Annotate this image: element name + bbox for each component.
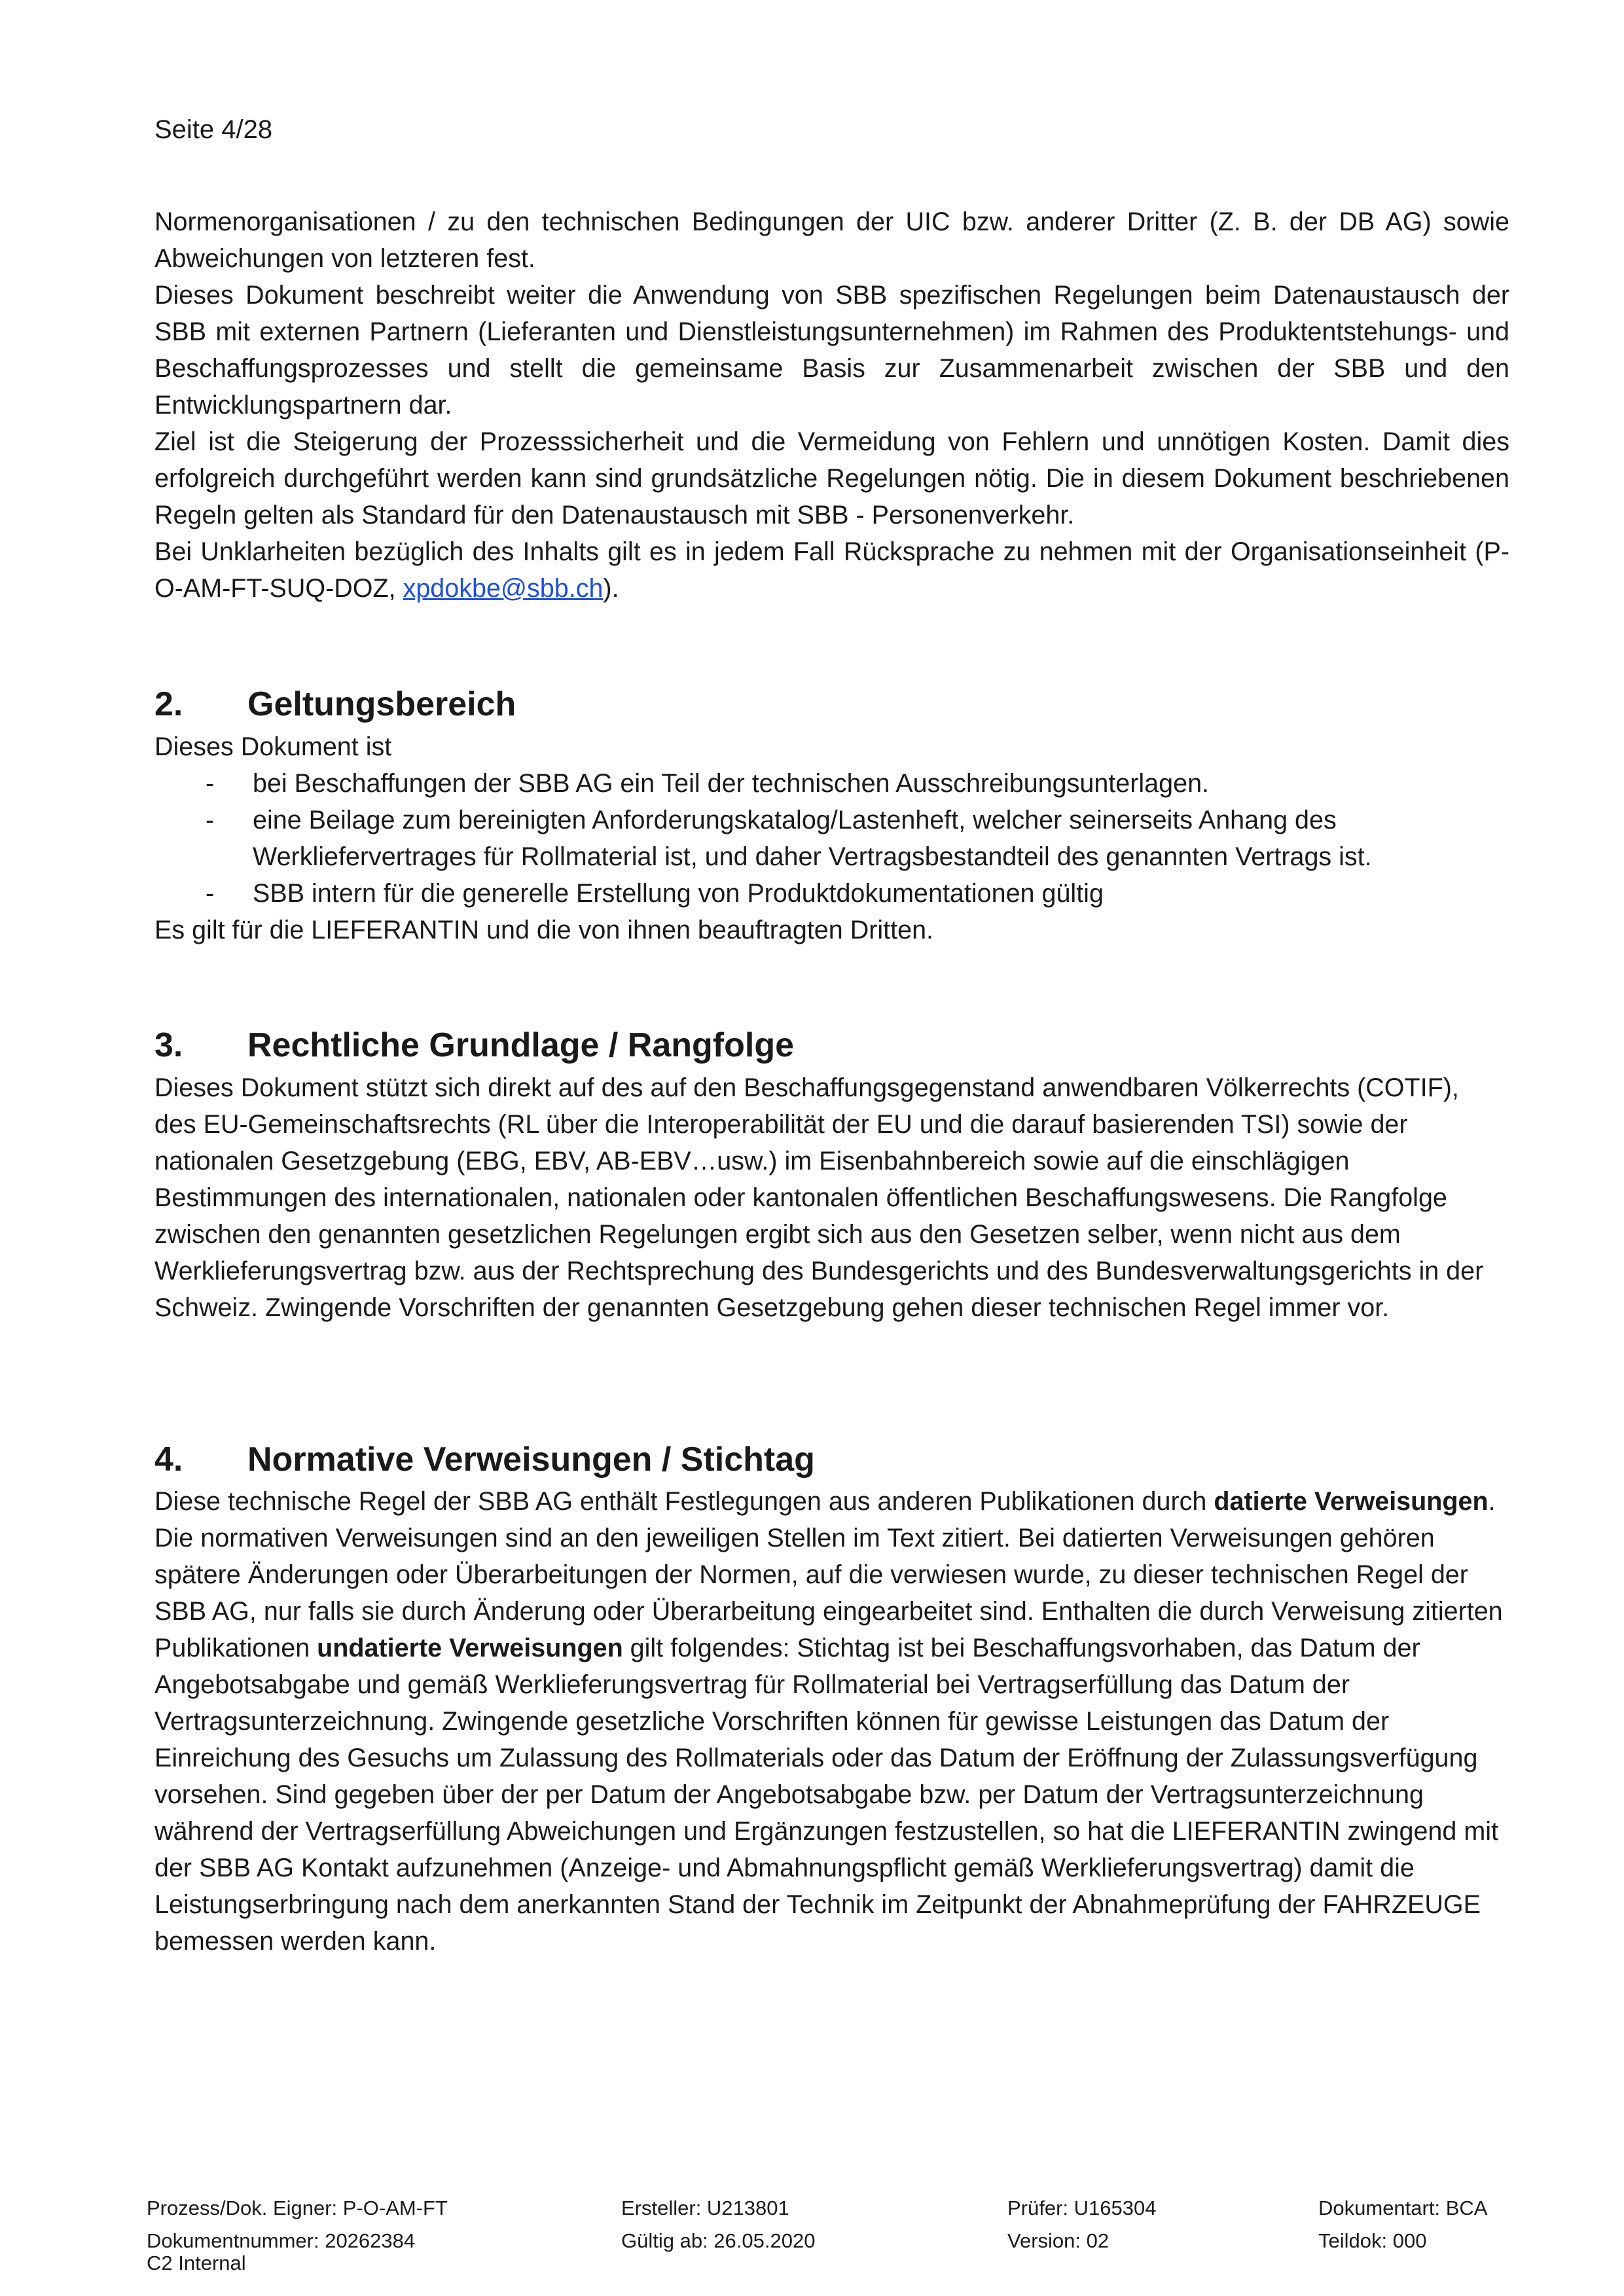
section-4-text: Diese technische Regel der SBB AG enthält Festlegungen aus anderen Publikationen durch datierte Verweisungen. Die normativen Verweisungen sind an den jeweiligen Stellen im Text zitiert. Bei datierten Verweisungen gehören spätere Änderungen oder Überarbeitungen der Normen, auf die verwiesen wurde, zu dieser technischen Regel der SBB AG, nur falls sie durch Änderung oder Überarbeitung eingearbeitet sind. Enthalten die durch Verweisung zitierten Publikationen undatierte Verweisungen gilt folgendes: Stichtag ist bei Beschaffungsvorhaben, das Datum der Angebotsabgabe und gemäß Werklieferungsvertrag für Rollmaterial bei Vertragserfüllung das Datum der Vertragsunterzeichnung. Zwingende gesetzliche Vorschriften können für gewisse Leistungen das Datum der Einreichung des Gesuchs um Zulassung des Rollmaterials oder das Datum der Eröffnung der Zulassungsverfügung vorsehen. Sind gegeben über der per Datum der Angebotsabgabe bzw. per Datum der Vertragsunterzeichnung während der Vertragserfüllung Abweichungen und Ergänzungen festzustellen, so hat die LIEFERANTIN zwingend mit der SBB AG Kontakt aufzunehmen (Anzeige- und Abmahnungspflicht gemäß Werklieferungsvertrag) damit die Leistungserbringung nach dem anerkannten Stand der Technik im Zeitpunkt der Abnahmeprüfung der FAHRZEUGE bemessen werden kann. xyxy=(154,1487,1503,1956)
bullet-dash: - xyxy=(206,806,215,834)
section-2-body xyxy=(154,728,1509,948)
bold-dated-references: datierte Verweisungen xyxy=(1214,1487,1489,1516)
page-number: Seite 4/28 xyxy=(154,115,273,144)
footer-reviewer: Prüfer: U165304 xyxy=(1007,2197,1157,2219)
section-4-heading xyxy=(154,1439,815,1480)
section-3-body xyxy=(154,1069,1496,1326)
list-item: - SBB intern für die generelle Erstellung von Produktdokumentationen gültig xyxy=(154,875,1509,912)
bold-undated-references: undatierte Verweisungen xyxy=(317,1634,623,1662)
section-3-text: Dieses Dokument stützt sich direkt auf des auf den Beschaffungsgegenstand anwendbaren Völkerrechts (COTIF), des EU-Gemeinschaftsrechts (RL über die Interoperabilität der EU und die darauf basierenden TSI) sowie der nationalen Gesetzgebung (EBG, EBV, AB-EBV…usw.) im Eisenbahnbereich sowie auf die einschlägigen Bestimmungen des internationalen, nationalen oder kantonalen öffentlichen Beschaffungswesens. Die Rangfolge zwischen den genannten gesetzlichen Regelungen ergibt sich aus den Gesetzen selber, wenn nicht aus dem Werklieferungsvertrag bzw. aus der Rechtsprechung des Bundesgerichts und des Bundesverwaltungsgerichts in der Schweiz. Zwingende Vorschriften der genannten Gesetzgebung gehen dieser technischen Regel immer vor. xyxy=(154,1073,1484,1322)
footer-docnumber: Dokumentnummer: 20262384 xyxy=(147,2229,416,2252)
section-2-heading xyxy=(154,683,516,725)
section-4-body xyxy=(154,1483,1503,1960)
section-2-closing: Es gilt für die LIEFERANTIN und die von ihnen beauftragten Dritten. xyxy=(154,916,934,944)
list-item: - bei Beschaffungen der SBB AG ein Teil der technischen Ausschreibungsunterlagen. xyxy=(154,765,1509,802)
footer-valid-from: Gültig ab: 26.05.2020 xyxy=(621,2229,816,2252)
contact-email-link[interactable]: xpdokbe@sbb.ch xyxy=(403,574,604,603)
intro-paragraph-3: Ziel ist die Steigerung der Prozesssicherheit und die Vermeidung von Fehlern und unnötigen Kosten. Damit dies erfolgreich durchgeführt werden kann sind grundsätzliche Regelungen nötig. Die in diesem Dokument beschriebenen Regeln gelten als Standard für den Datenaustausch mit SBB - Personenverkehr. xyxy=(154,427,1509,529)
footer-subdoc: Teildok: 000 xyxy=(1318,2229,1427,2252)
section-3-heading xyxy=(154,1024,794,1066)
footer-version: Version: 02 xyxy=(1007,2229,1110,2252)
footer-owner: Prozess/Dok. Eigner: P-O-AM-FT xyxy=(147,2197,448,2219)
footer-creator: Ersteller: U213801 xyxy=(621,2197,789,2219)
section-4-title: Normative Verweisungen / Stichtag xyxy=(247,1441,815,1479)
section-2-bullet-list xyxy=(154,765,1509,912)
list-item: - eine Beilage zum bereinigten Anforderungskatalog/Lastenheft, welcher seinerseits Anhang des Werkliefervertrages für Rollmaterial ist, und daher Vertragsbestandteil des genannten Vertrags ist. xyxy=(154,802,1509,875)
bullet-dash: - xyxy=(206,769,215,798)
intro-section xyxy=(154,204,1509,607)
section-2-number: 2. xyxy=(154,685,183,723)
section-3-number: 3. xyxy=(154,1026,183,1064)
section-3-title: Rechtliche Grundlage / Rangfolge xyxy=(247,1026,794,1064)
section-4-number: 4. xyxy=(154,1441,183,1479)
bullet-dash: - xyxy=(206,879,215,908)
intro-paragraph-2: Dieses Dokument beschreibt weiter die Anwendung von SBB spezifischen Regelungen beim Datenaustausch der SBB mit externen Partnern (Lieferanten und Dienstleistungsunternehmen) im Rahmen des Produktentstehungs- und Beschaffungsprozesses und stellt die gemeinsame Basis zur Zusammenarbeit zwischen der SBB und den Entwicklungspartnern dar. xyxy=(154,281,1509,420)
section-2-lead: Dieses Dokument ist xyxy=(154,732,392,761)
footer-doctype: Dokumentart: BCA xyxy=(1318,2197,1488,2219)
intro-paragraph-4: Bei Unklarheiten bezüglich des Inhalts gilt es in jedem Fall Rücksprache zu nehmen mit der Organisationseinheit (P-O-AM-FT-SUQ-DOZ, xpdokbe@sbb.ch). xyxy=(154,537,1509,603)
intro-paragraph-1: Normenorganisationen / zu den technischen Bedingungen der UIC bzw. anderer Dritter (Z. B. der DB AG) sowie Abweichungen von letzteren fest. xyxy=(154,207,1509,273)
footer-classification: C2 Internal xyxy=(147,2251,246,2274)
section-2-title: Geltungsbereich xyxy=(247,685,516,723)
